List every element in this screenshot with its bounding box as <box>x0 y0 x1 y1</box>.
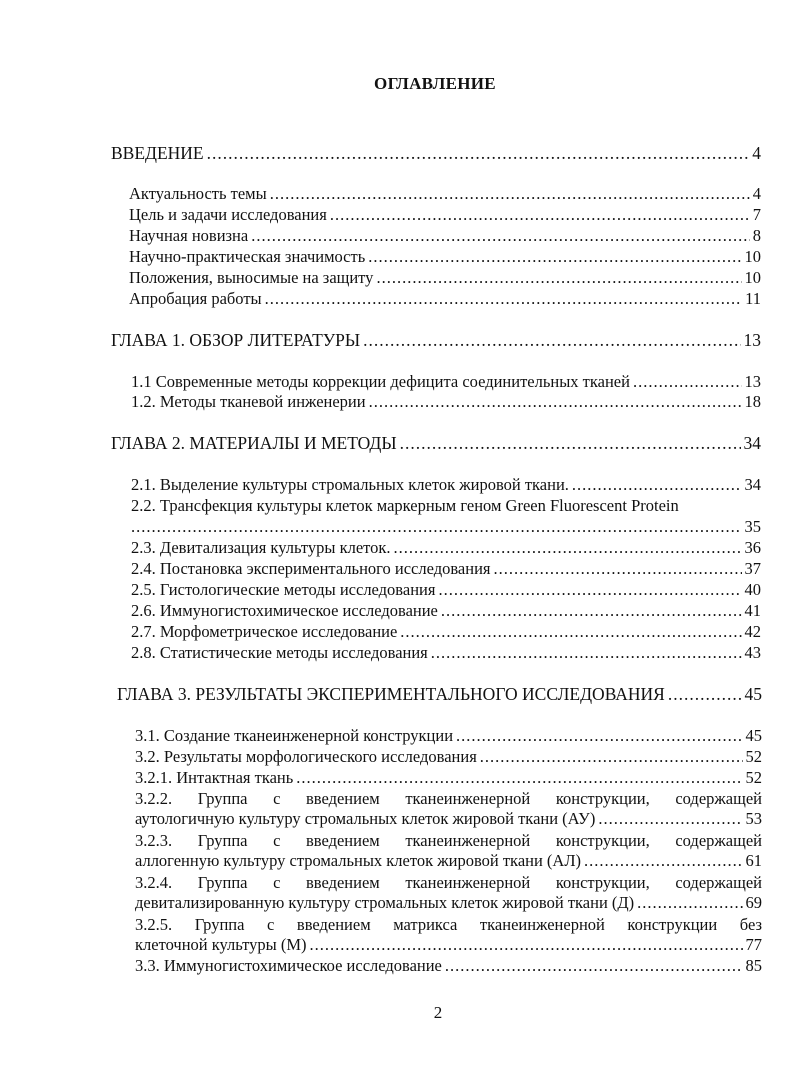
toc-entry-page: 36 <box>744 538 761 557</box>
toc-entry-text: 1.1 Современные методы коррекции дефицита соединительных тканей <box>131 372 630 391</box>
toc-entry-text: Положения, выносимые на защиту <box>129 268 374 287</box>
toc-entry-text: 3.1. Создание тканеинженерной конструкции <box>135 726 454 745</box>
toc-entry-text: 2.7. Морфометрическое исследование <box>131 622 398 641</box>
toc-entry-wrap-second <box>135 935 762 955</box>
toc-entry <box>135 726 762 746</box>
toc-entry-text: 1.2. Методы тканевой инженерии <box>131 392 366 411</box>
toc-entry-page: 34 <box>744 475 761 494</box>
toc-entry-wrap-second <box>131 517 761 537</box>
toc-entry-page: 34 <box>743 433 761 453</box>
toc-entry <box>131 601 761 621</box>
toc-entry-text: аллогенную культуру стромальных клеток жировой ткани (АЛ) <box>135 851 582 870</box>
toc-entry-page: 43 <box>744 643 761 662</box>
toc-entry-page: 69 <box>745 893 762 912</box>
toc-entry-text: 2.2. Трансфекция культуры клеток маркерным геном Green Fluorescent Protein <box>131 496 679 515</box>
toc-entry-page: 11 <box>745 289 761 308</box>
toc-entry-page: 85 <box>745 956 762 975</box>
toc-entry-text: Научно-практическая значимость <box>129 247 366 266</box>
toc-entry-wrap-first: 3.2.4. Группа с введением тканеинженерной конструкции, содержащей <box>135 873 762 892</box>
toc-entry-wrap-first: 3.2.2. Группа с введением тканеинженерной конструкции, содержащей <box>135 789 762 808</box>
toc-entry-page: 77 <box>745 935 762 954</box>
toc-chapter-1 <box>111 330 761 350</box>
toc-entry-page: 13 <box>744 372 761 391</box>
page-number: 2 <box>433 1003 443 1022</box>
toc-entry <box>131 622 761 642</box>
toc-entry-text: 3.2.1. Интактная ткань <box>135 768 294 787</box>
toc-entry <box>129 289 761 309</box>
toc-entry-text: Научная новизна <box>129 226 249 245</box>
toc-entry-wrap-second <box>135 809 762 829</box>
toc-entry-page: 52 <box>745 747 762 766</box>
toc-entry-page: 4 <box>752 184 761 203</box>
toc-entry <box>131 643 761 663</box>
toc-entry <box>131 559 761 579</box>
toc-entry-page: 42 <box>744 622 761 641</box>
toc-entry-wrap-first <box>131 496 761 516</box>
toc-entry-text: 2.8. Статистические методы исследования <box>131 643 428 662</box>
toc-chapter-2 <box>111 433 761 453</box>
toc-entry-page: 61 <box>745 851 762 870</box>
toc-entry <box>131 580 761 600</box>
toc-entry-page: 52 <box>745 768 762 787</box>
toc-entry <box>131 538 761 558</box>
toc-entry <box>135 768 762 788</box>
toc-entry-wrap-first: 3.2.5. Группа с введением матрикса тканеинженерной конструкции без <box>135 915 762 934</box>
toc-entry-introduction <box>111 143 761 163</box>
toc-entry <box>135 956 762 976</box>
toc-entry-text: 2.1. Выделение культуры стромальных клеток жировой ткани. <box>131 475 569 494</box>
toc-entry-page: 7 <box>752 205 761 224</box>
page-title: ОГЛАВЛЕНИЕ <box>374 74 496 93</box>
toc-entry-page: 41 <box>744 601 761 620</box>
toc-entry-text: девитализированную культуру стромальных клеток жировой ткани (Д) <box>135 893 635 912</box>
toc-entry-text: ГЛАВА 2. МАТЕРИАЛЫ И МЕТОДЫ <box>111 433 397 453</box>
toc-entry-text: Апробация работы <box>129 289 262 308</box>
toc-entry-page: 45 <box>745 726 762 745</box>
toc-entry <box>129 184 761 204</box>
toc-entry-page: 10 <box>744 247 761 266</box>
toc-entry-text: ГЛАВА 3. РЕЗУЛЬТАТЫ ЭКСПЕРИМЕНТАЛЬНОГО ИССЛЕДОВАНИЯ <box>117 684 665 704</box>
toc-entry <box>129 268 761 288</box>
toc-entry-text: 2.3. Девитализация культуры клеток. <box>131 538 391 557</box>
toc-entry-text: ВВЕДЕНИЕ <box>111 143 204 163</box>
toc-entry <box>129 226 761 246</box>
toc-entry-page: 37 <box>744 559 761 578</box>
toc-entry-page: 53 <box>745 809 762 828</box>
toc-entry-page: 4 <box>752 143 761 163</box>
toc-entry-text: аутологичную культуру стромальных клеток жировой ткани (АУ) <box>135 809 596 828</box>
toc-entry-text: 3.2. Результаты морфологического исследования <box>135 747 477 766</box>
toc-entry <box>129 247 761 267</box>
toc-entry-page: 10 <box>744 268 761 287</box>
toc-entry-page: 45 <box>744 684 762 704</box>
toc-entry-page: 18 <box>744 392 761 411</box>
toc-entry-page: 35 <box>744 517 761 536</box>
toc-entry <box>135 747 762 767</box>
toc-entry-page: 8 <box>752 226 761 245</box>
toc-entry-text: клеточной культуры (М) <box>135 935 307 954</box>
toc-entry-text: Цель и задачи исследования <box>129 205 327 224</box>
toc-entry-text: 2.6. Иммуногистохимическое исследование <box>131 601 438 620</box>
toc-entry <box>131 392 761 412</box>
toc-entry <box>131 372 761 392</box>
toc-entry-wrap-first: 3.2.3. Группа с введением тканеинженерной конструкции, содержащей <box>135 831 762 850</box>
toc-entry-text: ГЛАВА 1. ОБЗОР ЛИТЕРАТУРЫ <box>111 330 361 350</box>
toc-entry-page: 40 <box>744 580 761 599</box>
toc-entry-text: 2.5. Гистологические методы исследования <box>131 580 436 599</box>
toc-entry-page: 13 <box>743 330 761 350</box>
toc-entry <box>131 475 761 495</box>
toc-entry-text: 2.4. Постановка экспериментального исследования <box>131 559 491 578</box>
toc-entry-wrap-second <box>135 893 762 913</box>
toc-entry <box>129 205 761 225</box>
toc-entry-text: 3.3. Иммуногистохимическое исследование <box>135 956 442 975</box>
toc-chapter-3 <box>117 684 762 704</box>
toc-entry-wrap-second <box>135 851 762 871</box>
toc-entry-text: Актуальность темы <box>129 184 267 203</box>
